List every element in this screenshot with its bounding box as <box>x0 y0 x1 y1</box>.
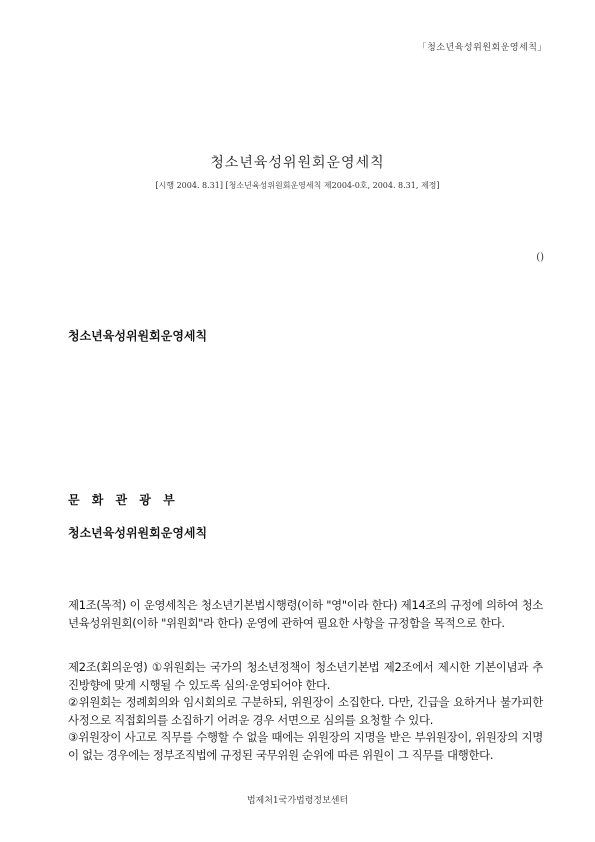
ministry-name: 문 화 관 광 부 <box>68 493 176 507</box>
article-2-paragraph-3: ③위원장이 사고로 직무를 수행할 수 없을 때에는 위원장의 지명을 받은 부위원장이, 위원장의 지명이 없는 경우에는 정부조직법에 규정된 국무위원 순위에 따른 위원이 그 직무를 대행한다. <box>68 730 543 762</box>
document-title: 청소년육성위원회운영세칙 <box>210 155 385 171</box>
paren-mark: () <box>536 252 544 263</box>
document-subtitle: [시행 2004. 8.31] [청소년육성위원회운영세칙 제2004-0호, 2004. 8.31, 제정] <box>155 181 440 190</box>
article-2-paragraph-2: ②위원회는 정례회의와 임시회의로 구분하되, 위원장이 소집한다. 다만, 긴급을 요하거나 불가피한 사정으로 직접회의를 소집하기 어려운 경우 서면으로 심의를 요청할 수 있다. <box>68 695 543 727</box>
article-1-text: 제1조(목적) 이 운영세칙은 청소년기본법시행령(이하 "영"이라 한다) 제14조의 규정에 의하여 청소년육성위원회(이하 "위원회"라 한다) 운영에 관하여 필요한 사항을 규정함을 목적으로 한다. <box>68 598 543 630</box>
article-2 <box>68 659 543 765</box>
page-footer: 법제처1국가법령정보센터 <box>246 796 349 806</box>
article-2-paragraph-1: 제2조(회의운영) ①위원회는 국가의 청소년정책이 청소년기본법 제2조에서 제시한 기본이념과 추진방향에 맞게 시행될 수 있도록 심의·운영되어야 한다. <box>68 660 543 692</box>
article-1 <box>68 597 543 632</box>
running-header: 「청소년육성위원회운영세칙」 <box>417 43 547 53</box>
rule-name-heading-2: 청소년육성위원회운영세칙 <box>68 526 208 540</box>
rule-name-heading: 청소년육성위원회운영세칙 <box>68 329 208 343</box>
